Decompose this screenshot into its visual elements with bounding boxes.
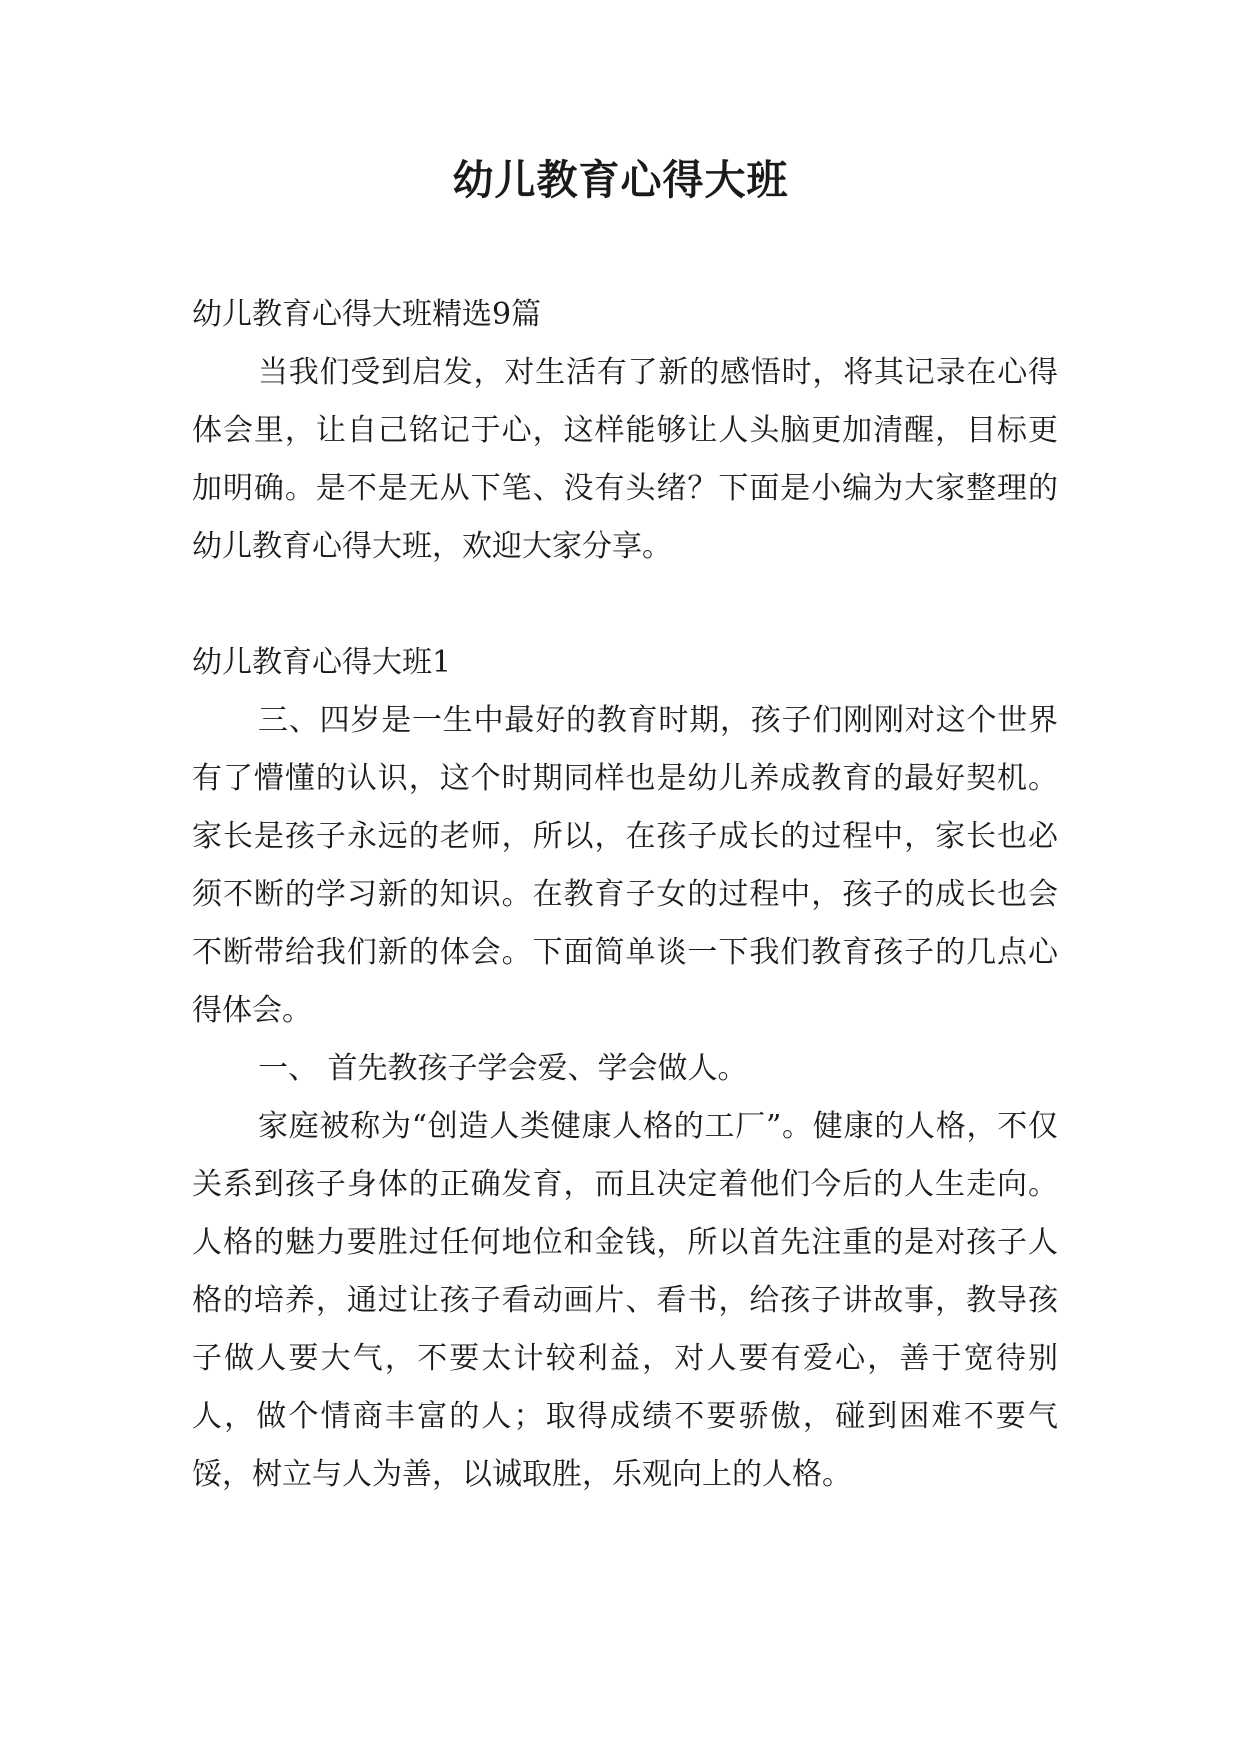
section-spacer (192, 576, 1058, 634)
document-subtitle: 幼儿教育心得大班精选9篇 (192, 297, 542, 332)
numbered-point: 一、 首先教孩子学会爱、学会做人。 (258, 1051, 748, 1086)
document-title: 幼儿教育心得大班 (452, 156, 789, 204)
body-paragraph: 三、四岁是一生中最好的教育时期，孩子们刚刚对这个世界有了懵懂的认识，这个时期同样也是幼儿养成教育的最好契机。家长是孩子永远的老师，所以，在孩子成长的过程中，家长也必须不断的学习新的知识。在教育子女的过程中，孩子的成长也会不断带给我们新的体会。下面简单谈一下我们教育孩子的几点心得体会。 (192, 703, 1058, 1028)
body-paragraph: 家庭被称为“创造人类健康人格的工厂”。健康的人格，不仅关系到孩子身体的正确发育，而且决定着他们今后的人生走向。人格的魅力要胜过任何地位和金钱，所以首先注重的是对孩子人格的培养，通过让孩子看动画片、看书，给孩子讲故事，教导孩子做人要大气，不要太计较利益，对人要有爱心，善于宽待别人，做个情商丰富的人；取得成绩不要骄傲，碰到困难不要气馁，树立与人为善，以诚取胜，乐观向上的人格。 (192, 1109, 1058, 1492)
section-heading: 幼儿教育心得大班1 (192, 645, 452, 680)
document-body (192, 286, 1058, 1504)
intro-paragraph: 当我们受到启发，对生活有了新的感悟时，将其记录在心得体会里，让自己铭记于心，这样能够让人头脑更加清醒，目标更加明确。是不是无从下笔、没有头绪？下面是小编为大家整理的幼儿教育心得大班，欢迎大家分享。 (192, 355, 1058, 564)
